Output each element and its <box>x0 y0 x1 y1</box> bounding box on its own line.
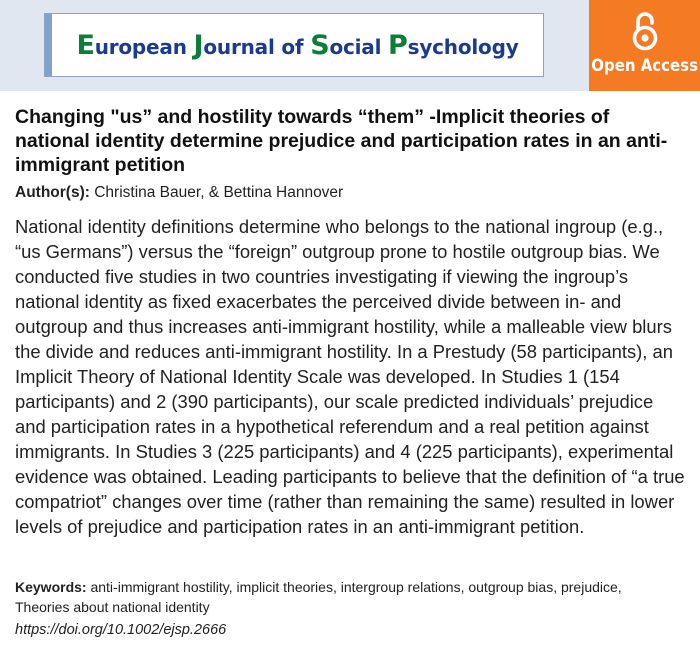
keywords-label: Keywords: <box>15 579 87 595</box>
authors-line <box>15 184 343 202</box>
abstract-text: National identity definitions determine who belongs to the national ingroup (e.g., “us Germans”) versus the “foreign” outgroup prone to hostile outgroup bias. We conducted five studies in two countries investigating if viewing the ingroup’s national identity as fixed exacerbates the perceived divide between in- and outgroup and thus increases anti-immigrant hostility, while a malleable view blurs the divide and reduces anti-immigrant hostility. In a Prestudy (58 participants), an Implicit Theory of National Identity Scale was developed. In Studies 1 (154 participants) and 2 (390 participants), our scale predicted individuals’ prejudice and participation rates in a hypothetical referendum and a real petition against immigrants. In Studies 3 (225 participants) and 4 (225 participants), experimental evidence was obtained. Leading participants to believe that the definition of “a true compatriot” changes over time (rather than remaining the same) resulted in lower levels of prejudice and participation rates in an anti-immigrant petition. <box>15 216 685 537</box>
journal-name <box>52 30 543 61</box>
logo-stripe <box>45 14 52 76</box>
journal-name-word: sychology <box>407 34 519 59</box>
open-access-badge[interactable] <box>589 0 700 91</box>
keywords-list: anti-immigrant hostility, implicit theories, intergroup relations, outgroup bias, prejudice, Theories about national identity <box>15 579 622 615</box>
article-title: Changing "us” and hostility towards “them” -Implicit theories of national identity determine prejudice and participation rates in an anti-immigrant petition <box>15 106 668 176</box>
keywords-line <box>15 577 675 617</box>
authors-names: Christina Bauer, & Bettina Hannover <box>94 184 344 201</box>
doi-link[interactable]: https://doi.org/10.1002/ejsp.2666 <box>15 622 227 638</box>
journal-logo[interactable] <box>44 13 544 77</box>
journal-name-word: ocial <box>329 34 389 59</box>
journal-name-initial: S <box>310 29 330 61</box>
journal-name-initial: J <box>193 29 204 61</box>
authors-label: Author(s): <box>15 184 90 201</box>
open-access-lock-icon <box>632 11 658 51</box>
journal-name-word: uropean <box>94 34 194 59</box>
journal-name-initial: P <box>388 29 408 61</box>
header-banner <box>0 0 700 91</box>
journal-name-initial: E <box>76 29 95 61</box>
journal-name-word: ournal of <box>203 34 311 59</box>
open-access-label: Open Access <box>591 56 698 76</box>
